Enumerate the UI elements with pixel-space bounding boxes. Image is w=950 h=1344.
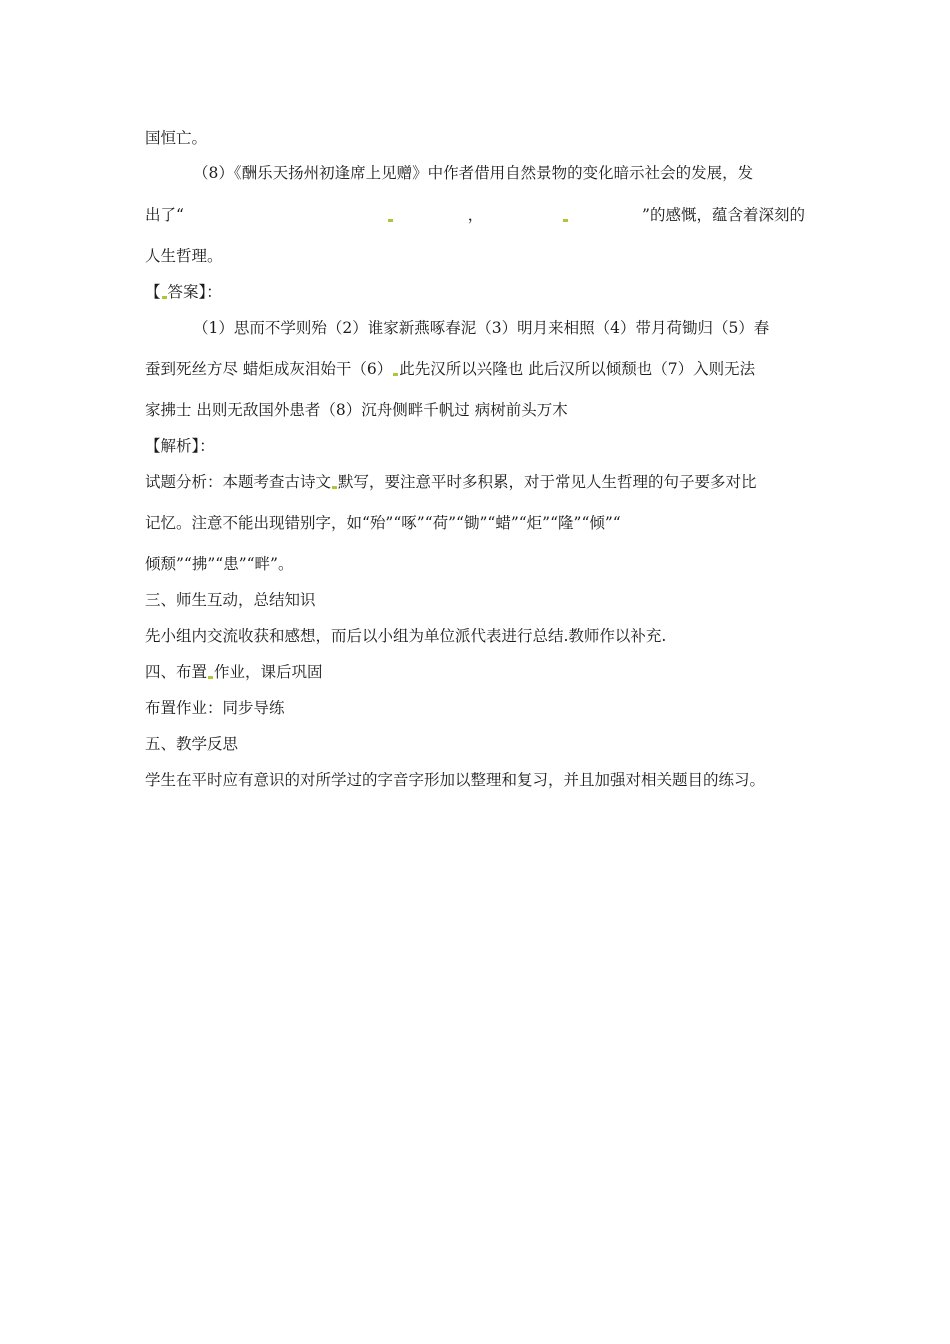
heading-text: 作业，课后巩固 [214,663,323,681]
highlight-mark [563,219,568,222]
line-text: 此先汉所以兴隆也 此后汉所以倾颓也（7）入则无法 [399,360,756,378]
section-text [145,770,805,790]
section-text [145,626,805,646]
blank-space [487,205,639,225]
line-text: 学生在平时应有意识的对所学过的字音字形加以整理和复习，并且加强对相关题目的练习。 [145,771,766,789]
analysis-line [145,472,805,492]
text-line [145,128,805,148]
heading-text: 答案】： [167,283,222,301]
answer-line [145,400,805,420]
highlight-mark [393,373,398,376]
section-text [145,698,805,718]
line-text: 先小组内交流收获和感想，而后以小组为单位派代表进行总结.教师作以补充. [145,627,667,645]
line-text: 倾颓”“拂”“患”“畔”。 [145,555,294,573]
heading-text: 五、教学反思 [145,735,239,753]
line-text: 默写，要注意平时多积累，对于常见人生哲理的句子要多对比 [338,473,757,491]
line-text: 蚕到死丝方尽 蜡炬成灰泪始干（6） [145,360,393,378]
blank-space [187,205,464,225]
heading-text: 【解析】： [145,437,215,455]
analysis-line [145,554,805,574]
line-text: ， [467,206,484,224]
highlight-mark [162,296,167,299]
line-text: 国恒亡。 [145,129,208,147]
line-text: （8）《酬乐天扬州初逢席上见赠》中作者借用自然景物的变化暗示社会的发展，发 [193,164,754,182]
highlight-mark [332,486,337,489]
line-text: （1）思而不学则殆（2）谁家新燕啄春泥（3）明月来相照（4）带月荷锄归（5）春 [193,319,770,337]
line-text: 记忆。注意不能出现错别字，如“殆”“啄”“荷”“锄”“蜡”“炬”“隆”“倾”“ [145,514,621,532]
section-heading [145,734,805,754]
highlight-mark [208,676,213,679]
line-text: 人生哲理。 [145,247,223,265]
question-8-line [193,163,805,183]
answer-line [145,359,805,379]
analysis-heading [145,436,805,456]
heading-text: 四、布置 [145,663,208,681]
answer-heading [145,282,805,302]
heading-text: 【 [145,283,161,301]
highlight-mark [388,219,393,222]
line-text: 试题分析：本题考查古诗文 [145,473,332,491]
line-text: 家拂士 出则无敌国外患者（8）沉舟侧畔千帆过 病树前头万木 [145,401,568,419]
text-line [145,246,805,266]
line-text: 出了“ [145,206,184,224]
heading-text: 三、师生互动，总结知识 [145,591,316,609]
line-text: 布置作业：同步导练 [145,699,285,717]
line-text: ”的感慨，蕴含着深刻的 [642,206,805,224]
analysis-line [145,513,805,533]
fill-blank-line [145,205,805,225]
section-heading [145,662,805,682]
section-heading [145,590,805,610]
answer-line [193,318,805,338]
